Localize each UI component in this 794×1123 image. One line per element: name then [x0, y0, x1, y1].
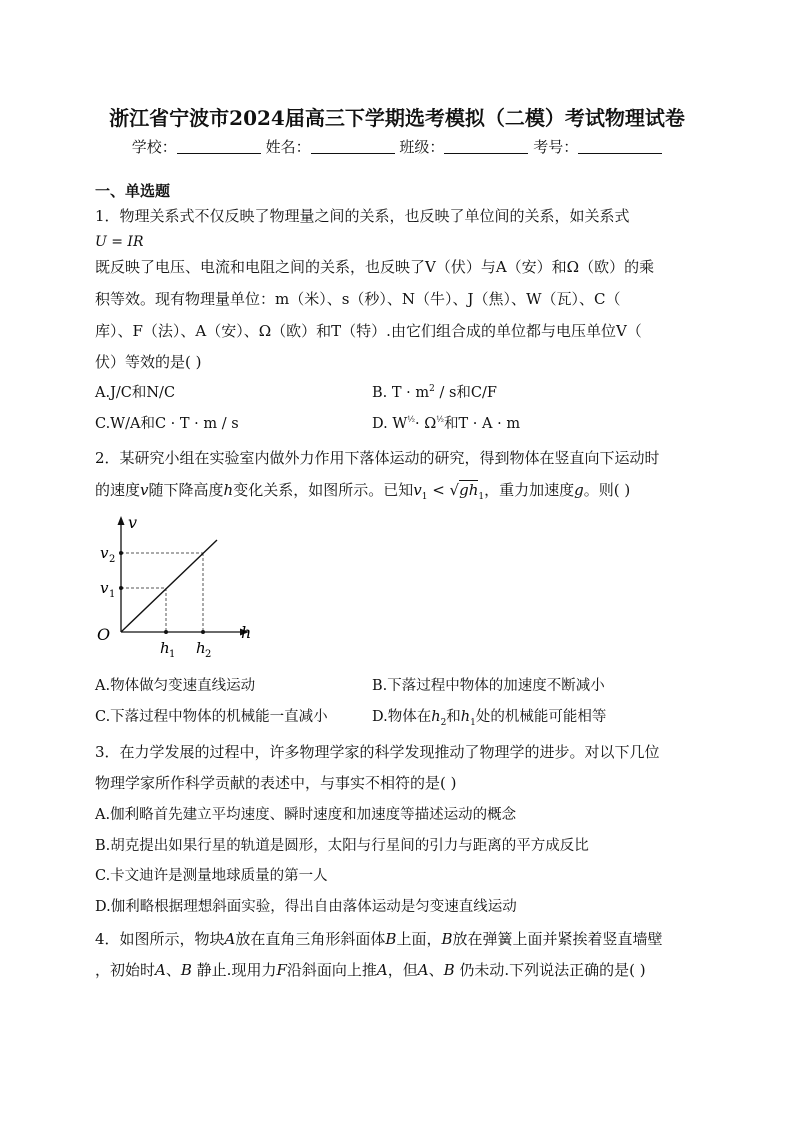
- v2-point: [119, 551, 123, 555]
- class-blank[interactable]: [444, 139, 528, 154]
- q2-option-d: D.物体在$h_2$和$h_1$处的机械能可能相等: [372, 709, 607, 728]
- q2-option-b: B.下落过程中物体的加速度不断减小: [372, 678, 605, 694]
- x-axis-label: h: [241, 623, 252, 642]
- origin-label: O: [97, 625, 111, 644]
- q1-line-3: 积等效。现有物理量单位：m（米）、s（秒）、N（牛）、J（焦）、W（瓦）、C（: [95, 290, 621, 308]
- name-label: 姓名：: [265, 138, 311, 156]
- h2-point: [201, 630, 205, 634]
- student-info-row: [0, 136, 794, 157]
- section-title: 一、单选题: [95, 182, 171, 200]
- name-blank[interactable]: [311, 139, 395, 154]
- page-title: 浙江省宁波市2024届高三下学期选考模拟（二模）考试物理试卷: [109, 106, 685, 130]
- q2-option-c: C.下落过程中物体的机械能一直减小: [95, 709, 328, 725]
- q1-option-c: C.W/A和C · T · m / s: [95, 416, 239, 432]
- y-axis-label: v: [128, 513, 138, 532]
- q4-line-1: 4．如图所示，物块A放在直角三角形斜面体B上面，B放在弹簧上面并紧挨着竖直墙壁: [95, 930, 663, 948]
- h2-label: h: [196, 639, 206, 657]
- v1-sub: 1: [109, 589, 116, 600]
- q1-option-b: B. $T \cdot m^2 / s$和C/F: [372, 384, 497, 401]
- exam-number-blank[interactable]: [578, 139, 662, 154]
- q1-line-2: 既反映了电压、电流和电阻之间的关系，也反映了V（伏）与A（安）和Ω（欧）的乘: [95, 258, 655, 276]
- v2-sub: 2: [109, 554, 116, 565]
- v1-label: v: [100, 579, 109, 597]
- q3-option-d: D.伽利略根据理想斜面实验，得出自由落体运动是匀变速直线运动: [95, 899, 517, 915]
- h1-label: h: [160, 639, 170, 657]
- exam-number-label: 考号：: [533, 138, 579, 156]
- q3-line-1: 3．在力学发展的过程中，许多物理学家的科学发现推动了物理学的进步。对以下几位: [95, 743, 660, 761]
- q1-line-5: 伏）等效的是( ): [95, 353, 202, 371]
- q2-line-1: 2．某研究小组在实验室内做外力作用下落体运动的研究，得到物体在竖直向下运动时: [95, 449, 660, 467]
- q1-option-a: A.J/C和N/C: [95, 385, 176, 401]
- v2-label: v: [100, 544, 109, 562]
- q2-line-2: 的速度v随下降高度h变化关系，如图所示。已知$v_1 < √gh_1$，重力加速度g。则( ): [95, 481, 631, 502]
- q3-option-b: B.胡克提出如果行星的轨道是圆形，太阳与行星间的引力与距离的平方成反比: [95, 838, 589, 854]
- q1-line-4: 库）、F（法）、A（安）、Ω（欧）和T（特）.由它们组合成的单位都与电压单位V（: [95, 322, 642, 340]
- q1-line-1: 1．物理关系式不仅反映了物理量之间的关系，也反映了单位间的关系，如关系式: [95, 207, 630, 225]
- school-blank[interactable]: [177, 139, 261, 154]
- q3-option-a: A.伽利略首先建立平均速度、瞬时速度和加速度等描述运动的概念: [95, 807, 517, 823]
- q1-formula: U = IR: [95, 234, 144, 250]
- q2-condition: $v_1 < √gh_1$: [413, 481, 485, 502]
- q4-line-2: ，初始时A、B 静止.现用力F沿斜面向上推A，但A、B 仍未动.下列说法正确的是( ): [95, 961, 646, 979]
- q2-v-h-graph: [95, 512, 265, 662]
- v1-point: [119, 586, 123, 590]
- class-label: 班级：: [399, 138, 445, 156]
- h1-sub: 1: [169, 649, 176, 660]
- h2-sub: 2: [205, 649, 212, 660]
- h1-point: [164, 630, 168, 634]
- q2-option-a: A.物体做匀变速直线运动: [95, 678, 256, 694]
- q3-option-c: C.卡文迪许是测量地球质量的第一人: [95, 868, 328, 884]
- q1-option-d: D. $W^{\frac{1}{2}}\cdot \Omega^{\frac{1}{2}}$和T · A · m: [372, 415, 521, 432]
- school-label: 学校：: [131, 138, 177, 156]
- y-axis-arrow: [118, 516, 125, 525]
- q3-line-2: 物理学家所作科学贡献的表述中，与事实不相符的是( ): [95, 774, 457, 792]
